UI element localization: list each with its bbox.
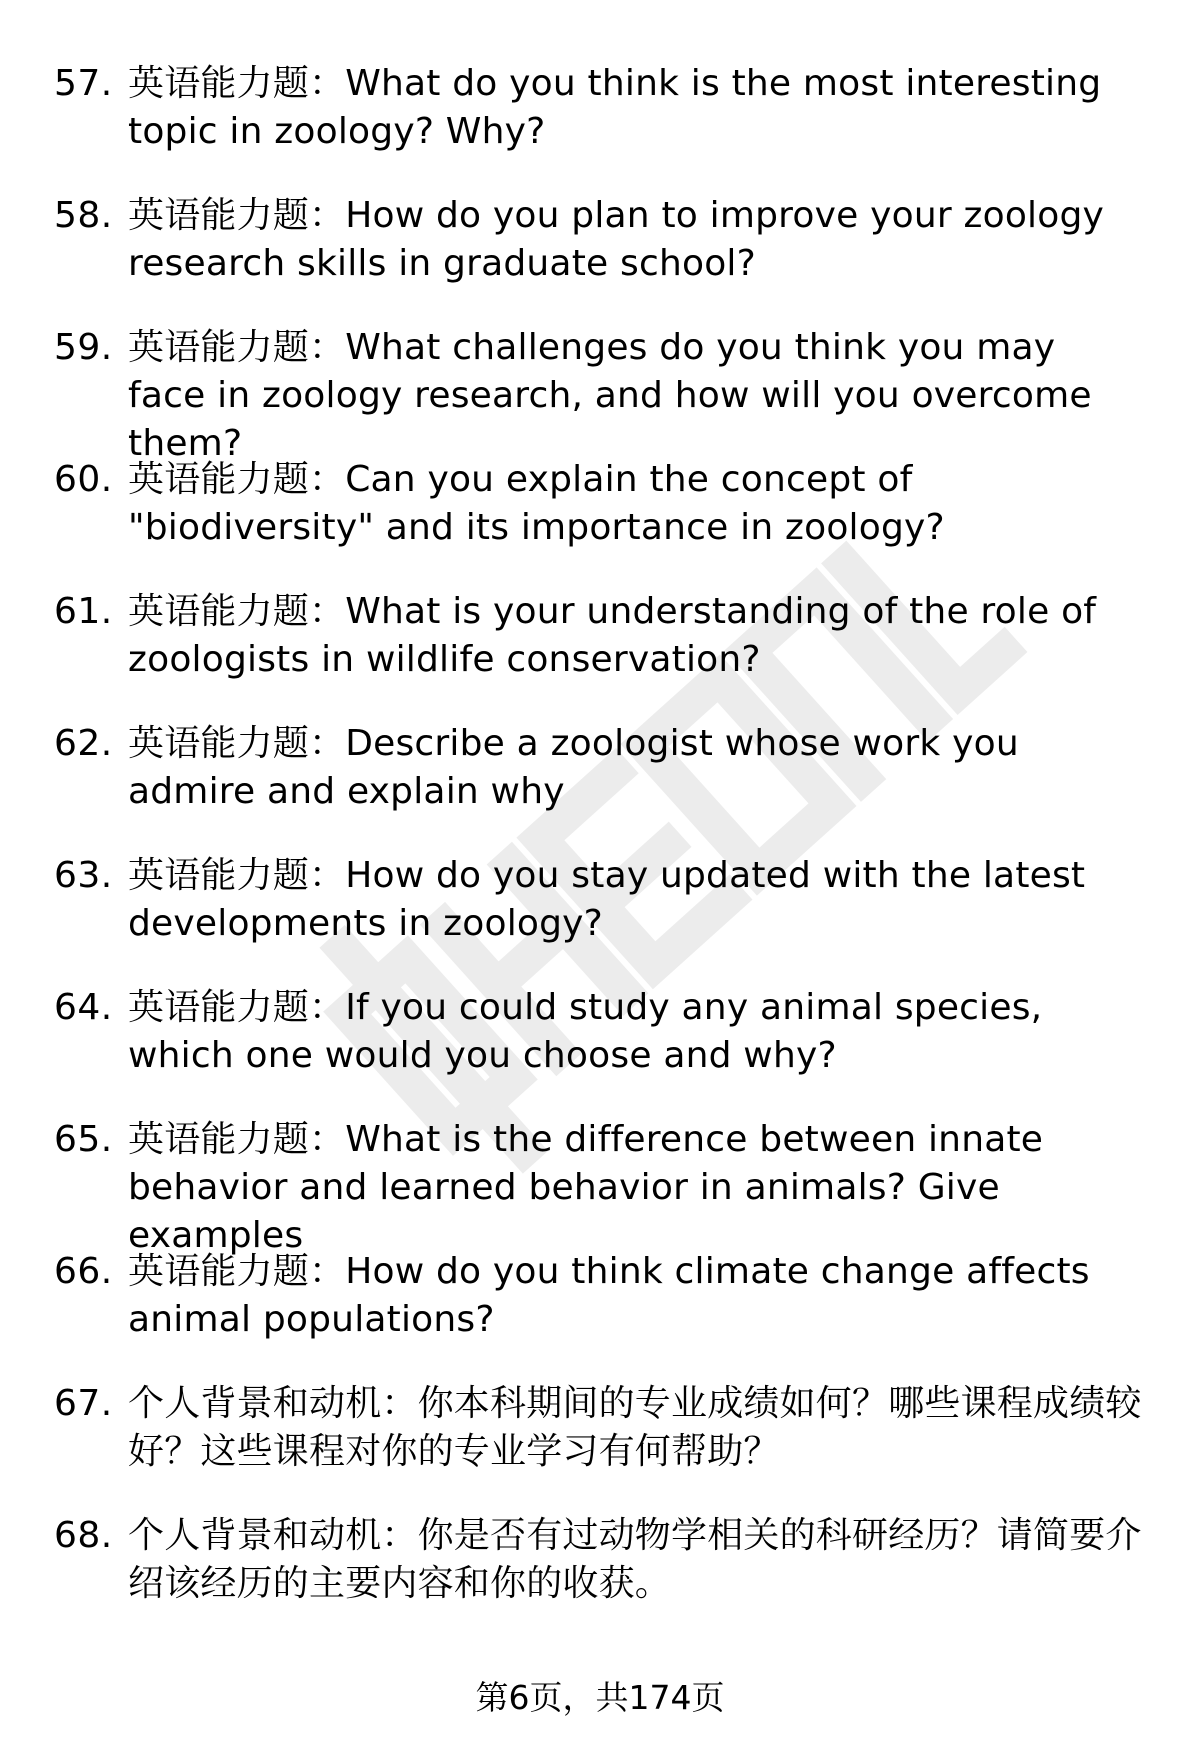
question-text: 英语能力题：What challenges do you think you may face in zoology research, and how will you overcome them? — [128, 327, 1092, 464]
question-number: 59. — [54, 327, 113, 368]
question-item — [54, 456, 1144, 588]
question-text: 英语能力题：What do you think is the most interesting topic in zoology? Why? — [128, 63, 1102, 152]
question-list — [54, 60, 1144, 1644]
question-text: 英语能力题：How do you think climate change affects animal populations? — [128, 1251, 1090, 1340]
question-text: 英语能力题：What is the difference between innate behavior and learned behavior in animals? Give examples — [128, 1119, 1044, 1256]
question-text: 个人背景和动机：你是否有过动物学相关的科研经历？请简要介绍该经历的主要内容和你的收获。 — [128, 1515, 1142, 1604]
question-number: 65. — [54, 1119, 113, 1160]
question-item — [54, 1248, 1144, 1380]
question-item — [54, 852, 1144, 984]
question-item — [54, 1512, 1144, 1644]
question-item — [54, 324, 1144, 464]
question-text: 英语能力题：If you could study any animal species, which one would you choose and why? — [128, 987, 1043, 1076]
question-item — [54, 60, 1144, 192]
question-text: 个人背景和动机：你本科期间的专业成绩如何？哪些课程成绩较好？这些课程对你的专业学习有何帮助？ — [128, 1383, 1142, 1472]
page-number-label: 第6页，共174页 — [475, 1678, 725, 1717]
question-text: 英语能力题：Describe a zoologist whose work you admire and explain why — [128, 723, 1019, 812]
question-number: 60. — [54, 459, 113, 500]
question-number: 64. — [54, 987, 113, 1028]
question-number: 58. — [54, 195, 113, 236]
question-item — [54, 984, 1144, 1116]
question-number: 63. — [54, 855, 113, 896]
question-text: 英语能力题：How do you stay updated with the latest developments in zoology? — [128, 855, 1086, 944]
question-number: 61. — [54, 591, 113, 632]
question-item — [54, 1380, 1144, 1512]
question-number: 62. — [54, 723, 113, 764]
question-number: 68. — [54, 1515, 113, 1556]
question-text: 英语能力题：Can you explain the concept of "biodiversity" and its importance in zoology? — [128, 459, 945, 548]
question-item — [54, 720, 1144, 852]
question-number: 67. — [54, 1383, 113, 1424]
question-text: 英语能力题：What is your understanding of the role of zoologists in wildlife conservation? — [128, 591, 1097, 680]
question-text: 英语能力题：How do you plan to improve your zoology research skills in graduate school? — [128, 195, 1105, 284]
page-footer — [0, 1676, 1200, 1720]
question-number: 66. — [54, 1251, 113, 1292]
question-item — [54, 588, 1144, 720]
question-item — [54, 1116, 1144, 1256]
question-item — [54, 192, 1144, 324]
question-number: 57. — [54, 63, 113, 104]
